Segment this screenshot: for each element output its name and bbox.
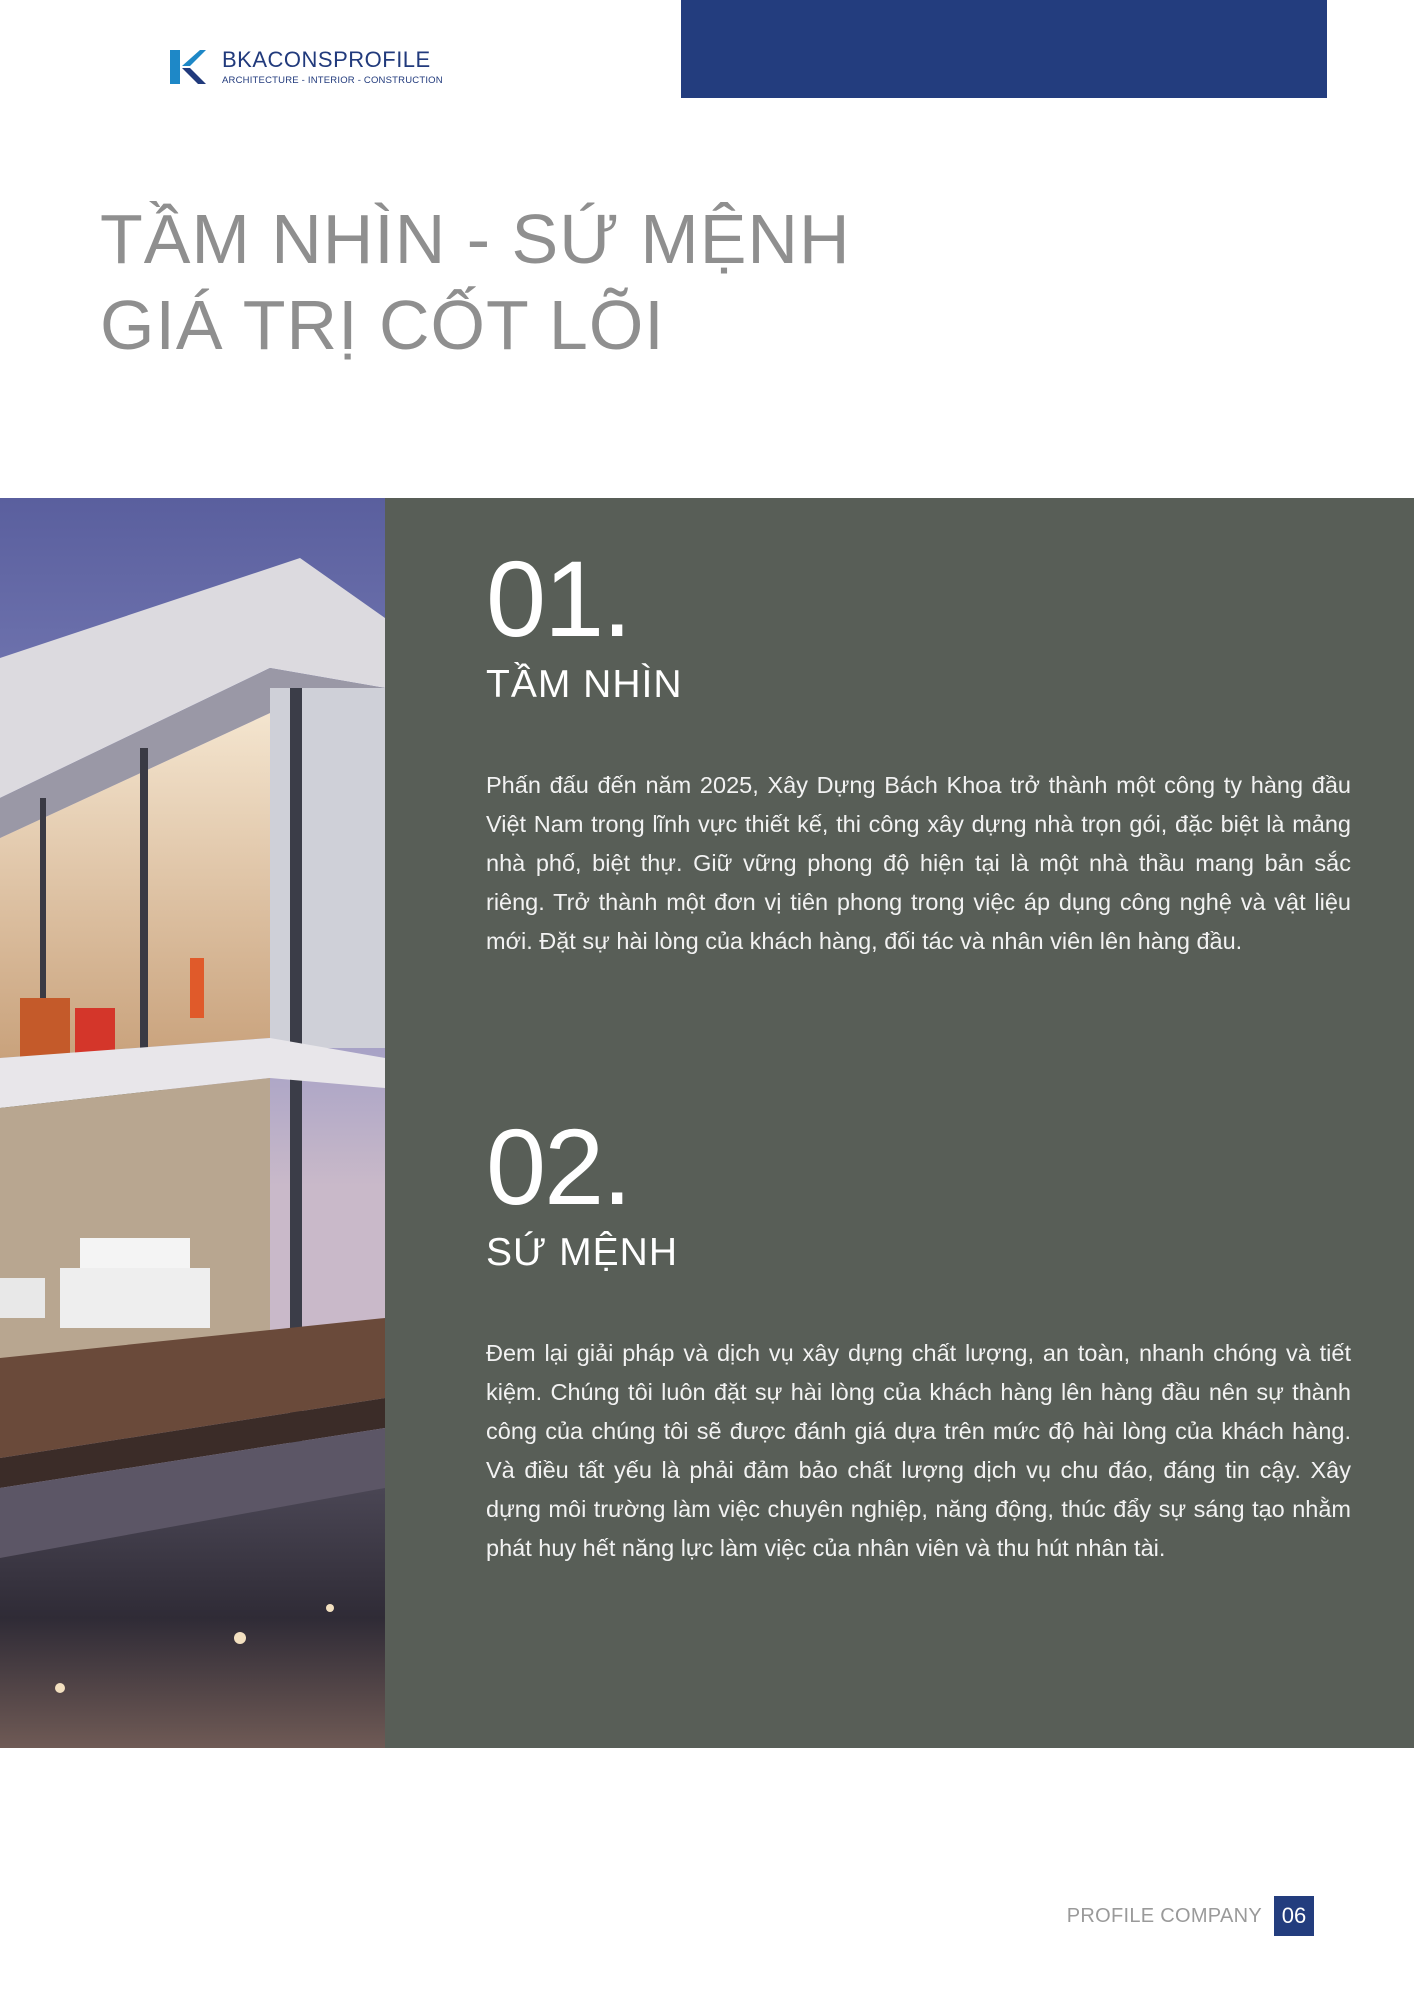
page-title [100,196,851,368]
footer-label: PROFILE COMPANY [1066,1904,1262,1927]
mission-section [486,1106,1351,1568]
section-heading: TẦM NHÌN [486,663,683,706]
section-number: 01. [486,538,631,659]
brand-tagline: ARCHITECTURE - INTERIOR - CONSTRUCTION [222,74,443,86]
page-number: 06 [1274,1896,1314,1936]
brand-name: BKACONSPROFILE [222,46,431,72]
header-accent-bar [681,0,1327,98]
section-text: Phấn đấu đến năm 2025, Xây Dựng Bách Khoa trở thành một công ty hàng đầu Việt Nam trong lĩnh vực thiết kế, thi công xây dựng nhà trọn gói, đặc biệt là mảng nhà phố, biệt thự. Giữ vững phong độ hiện tại là một nhà thầu mang bản sắc riêng. Trở thành một đơn vị tiên phong trong việc áp dụng công nghệ và vật liệu mới. Đặt sự hài lòng của khách hàng, đối tác và nhân viên lên hàng đầu. [486,772,1351,954]
page-title-line-1: TẦM NHÌN - SỨ MỆNH [100,200,851,278]
villa-illustration [0,498,385,1748]
villa-photo [0,498,385,1748]
bk-logo-icon [166,46,208,88]
section-number: 02. [486,1106,631,1227]
vision-section [486,538,1351,961]
section-text: Đem lại giải pháp và dịch vụ xây dựng chất lượng, an toàn, nhanh chóng và tiết kiệm. Chúng tôi luôn đặt sự hài lòng của khách hàng lên hàng đầu nên sự thành công của chúng tôi sẽ được đánh giá dựa trên mức độ hài lòng của khách hàng. Và điều tất yếu là phải đảm bảo chất lượng dịch vụ chu đáo, đáng tin cậy. Xây dựng môi trường làm việc chuyên nghiệp, năng động, thúc đẩy sự sáng tạo nhằm phát huy hết năng lực làm việc của nhân viên và thu hút nhân tài. [486,1340,1351,1561]
company-logo [166,44,443,90]
page-title-line-2: GIÁ TRỊ CỐT LÕI [100,286,665,364]
section-heading: SỨ MỆNH [486,1231,678,1274]
page-footer [1067,1896,1314,1936]
